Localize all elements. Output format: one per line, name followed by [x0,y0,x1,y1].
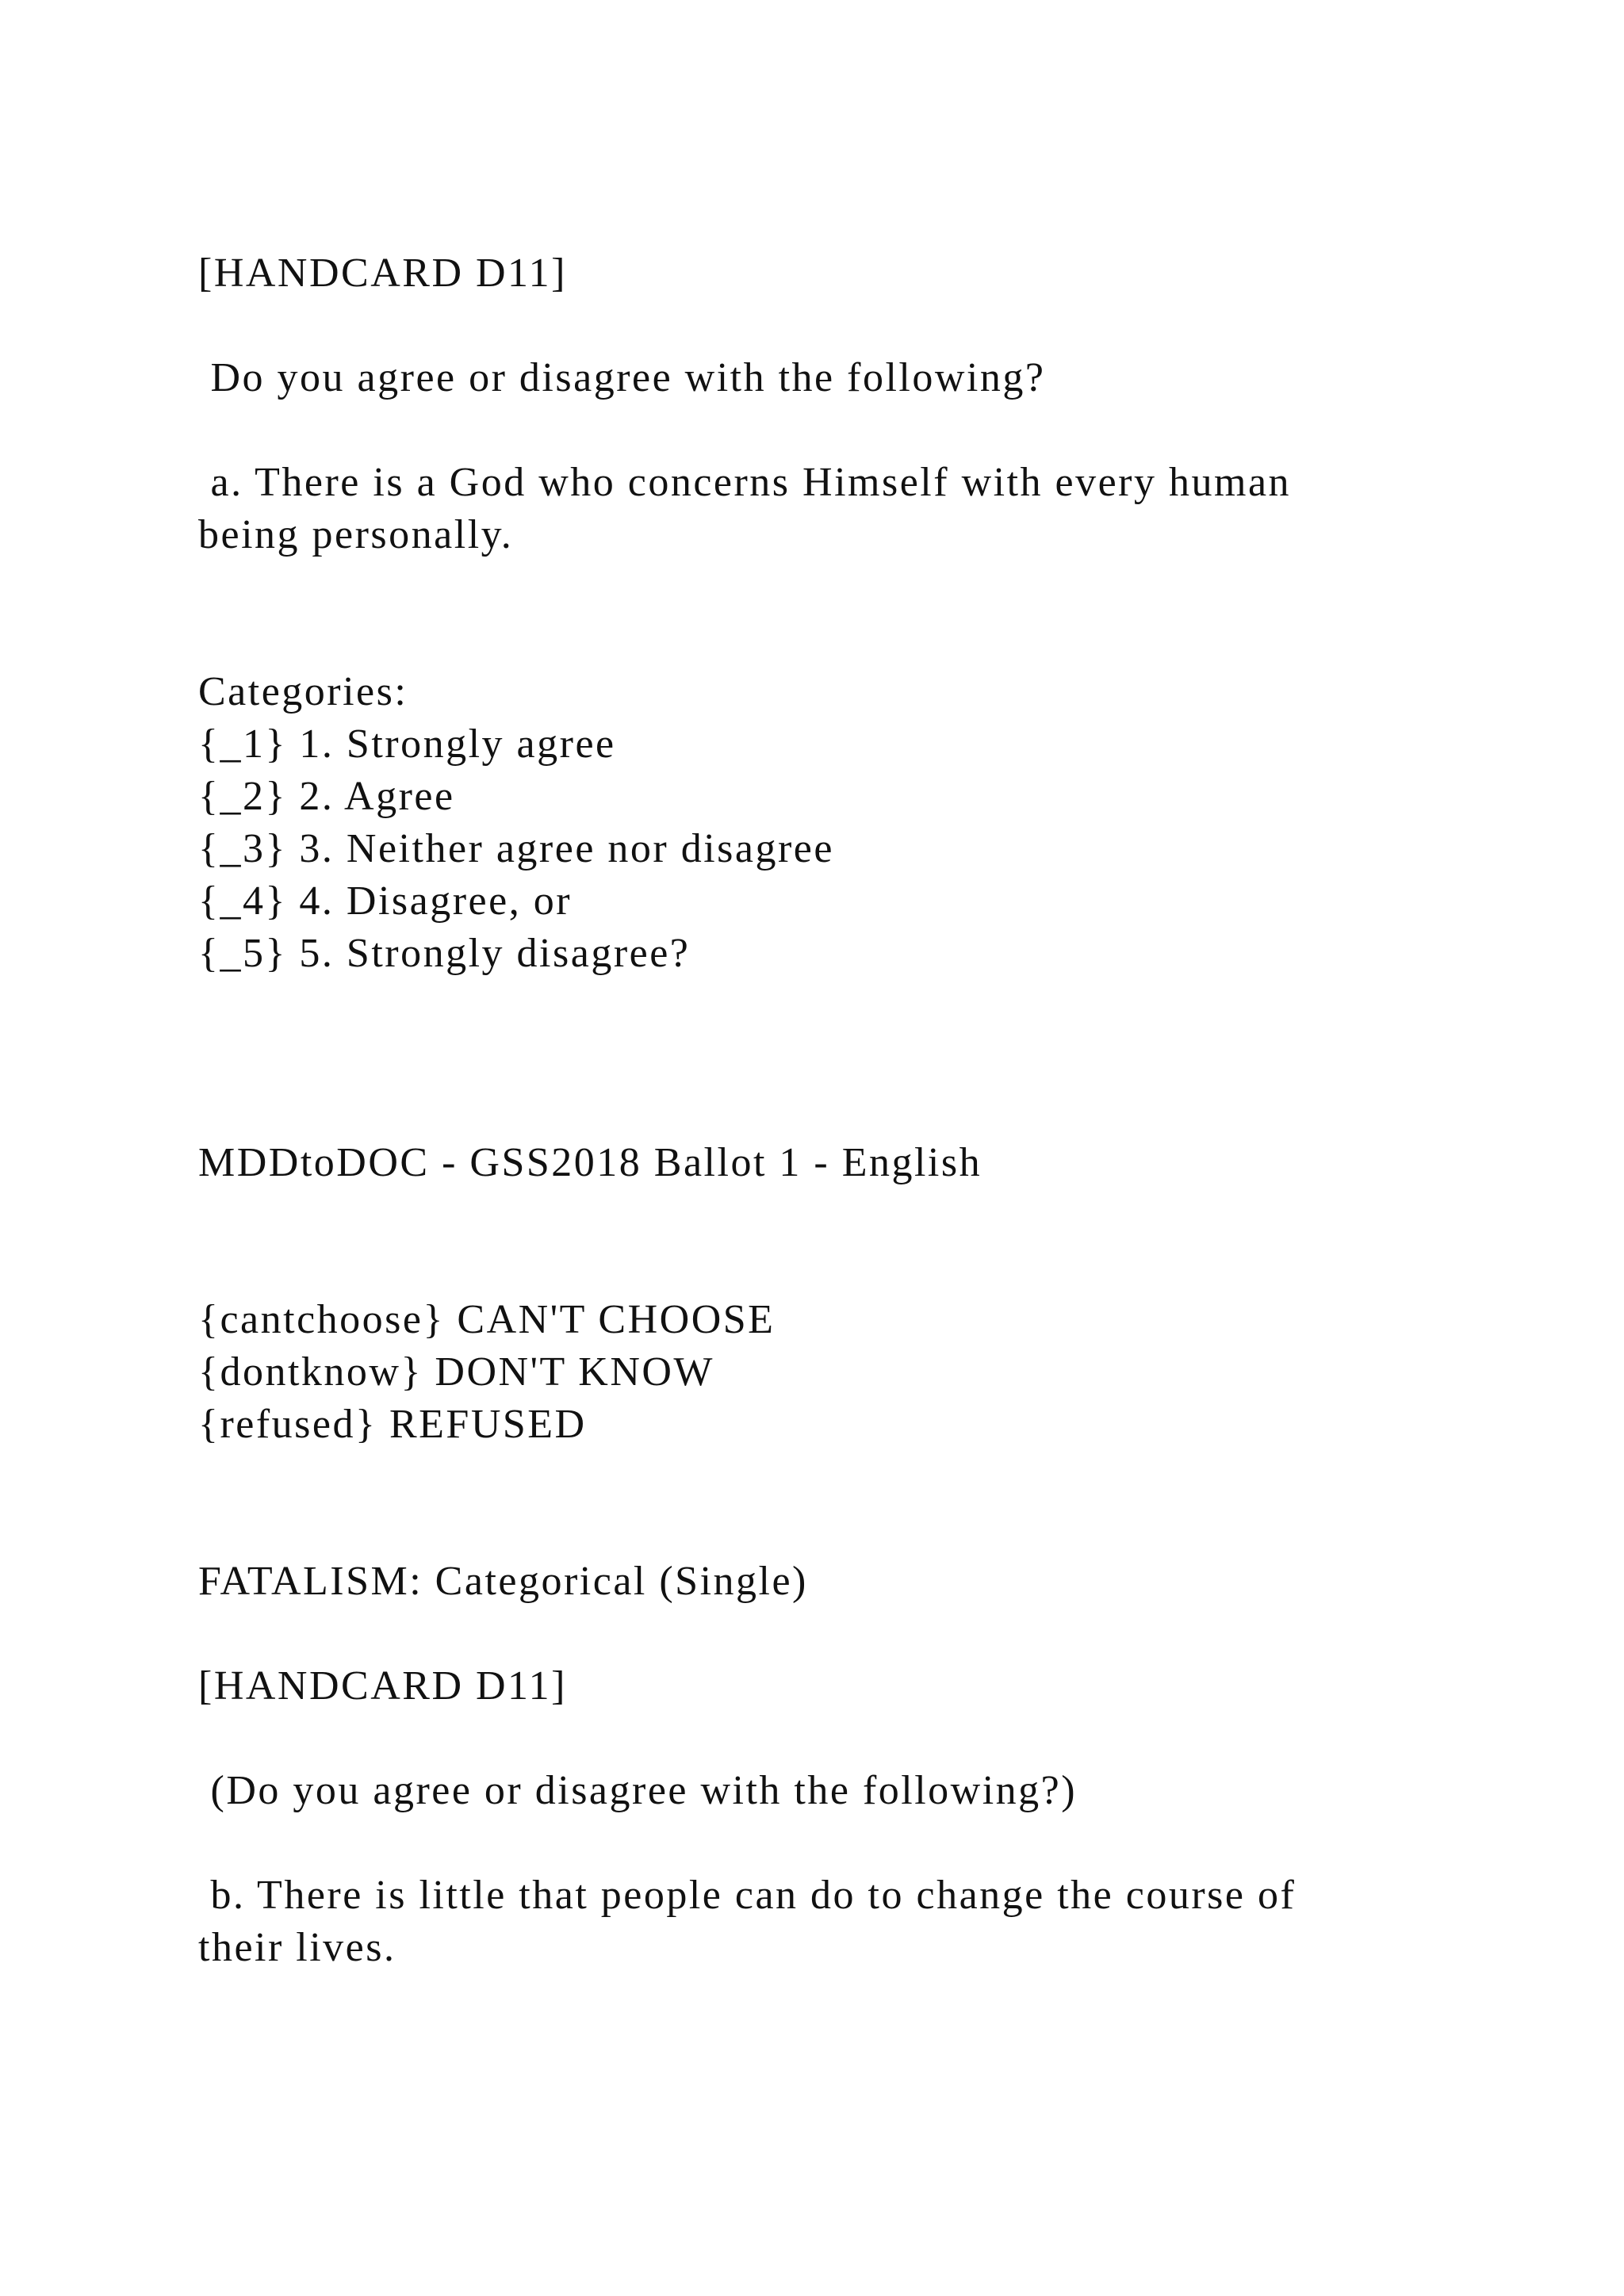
category-option-5: {_5} 5. Strongly disagree? [198,931,691,976]
category-option-2: {_2} 2. Agree [198,774,455,819]
category-option-1: {_1} 1. Strongly agree [198,721,616,767]
special-code-cantchoose: {cantchoose} CAN'T CHOOSE [198,1297,776,1342]
categories-heading: Categories: [198,669,408,714]
document-source-label: MDDtoDOC - GSS2018 Ballot 1 - English [198,1140,982,1185]
category-option-3: {_3} 3. Neither agree nor disagree [198,826,834,871]
handcard-label-a: [HANDCARD D11] [198,251,567,296]
variable-name-fatalism: FATALISM: Categorical (Single) [198,1559,808,1604]
question-item-a-line2: being personally. [198,512,514,557]
handcard-label-b: [HANDCARD D11] [198,1663,567,1709]
category-option-4: {_4} 4. Disagree, or [198,878,573,924]
document-page [198,0,1435,2296]
special-code-dontknow: {dontknow} DON'T KNOW [198,1349,715,1395]
special-code-refused: {refused} REFUSED [198,1402,587,1447]
question-item-b-line2: their lives. [198,1925,396,1970]
question-item-a-line1: a. There is a God who concerns Himself with every human [198,460,1292,505]
question-prompt-a: Do you agree or disagree with the following? [198,355,1046,400]
question-prompt-b: (Do you agree or disagree with the following?) [198,1768,1078,1813]
question-item-b-line1: b. There is little that people can do to change the course of [198,1873,1297,1918]
